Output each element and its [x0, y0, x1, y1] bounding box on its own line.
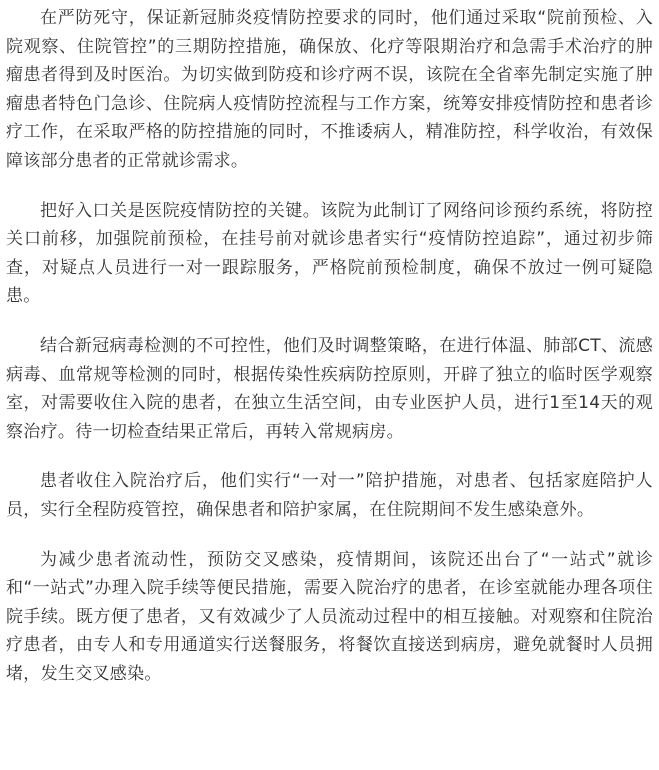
- paragraph-3: 结合新冠病毒检测的不可控性，他们及时调整策略，在进行体温、肺部CT、流感病毒、血常规等检测的同时，根据传染性疾病防控原则，开辟了独立的临时医学观察室，对需要收住入院的患者，在独立生活空间，由专业医护人员，进行1至14天的观察治疗。待一切检查结果正常后，再转入常规病房。: [6, 335, 653, 442]
- paragraph-2: 把好入口关是医院疫情防控的关键。该院为此制订了网络问诊预约系统，将防控关口前移，加强院前预检，在挂号前对就诊患者实行“疫情防控追踪”，通过初步筛查，对疑点人员进行一对一跟踪服务，严格院前预检制度，确保不放过一例可疑隐患。: [6, 200, 653, 307]
- paragraph-4: 患者收住入院治疗后，他们实行“一对一”陪护措施，对患者、包括家庭陪护人员，实行全程防疫管控，确保患者和陪护家属，在住院期间不发生感染意外。: [6, 471, 653, 520]
- paragraph-5: 为减少患者流动性，预防交叉感染，疫情期间，该院还出台了“一站式”就诊和“一站式”办理入院手续等便民措施，需要入院治疗的患者，在诊室就能办理各项住院手续。既方便了患者，又有效减少了人员流动过程中的相互接触。对观察和住院治疗患者，由专人和专用通道实行送餐服务，将餐饮直接送到病房，避免就餐时人员拥堵，发生交叉感染。: [6, 549, 653, 684]
- paragraph-1: 在严防死守，保证新冠肺炎疫情防控要求的同时，他们通过采取“院前预检、入院观察、住院管控”的三期防控措施，确保放、化疗等限期治疗和急需手术治疗的肿瘤患者得到及时医治。为切实做到防疫和诊疗两不误，该院在全省率先制定实施了肿瘤患者特色门急诊、住院病人疫情防控流程与工作方案，统筹安排疫情防控和患者诊疗工作，在采取严格的防控措施的同时，不推诿病人，精准防控，科学收治，有效保障该部分患者的正常就诊需求。: [6, 8, 653, 171]
